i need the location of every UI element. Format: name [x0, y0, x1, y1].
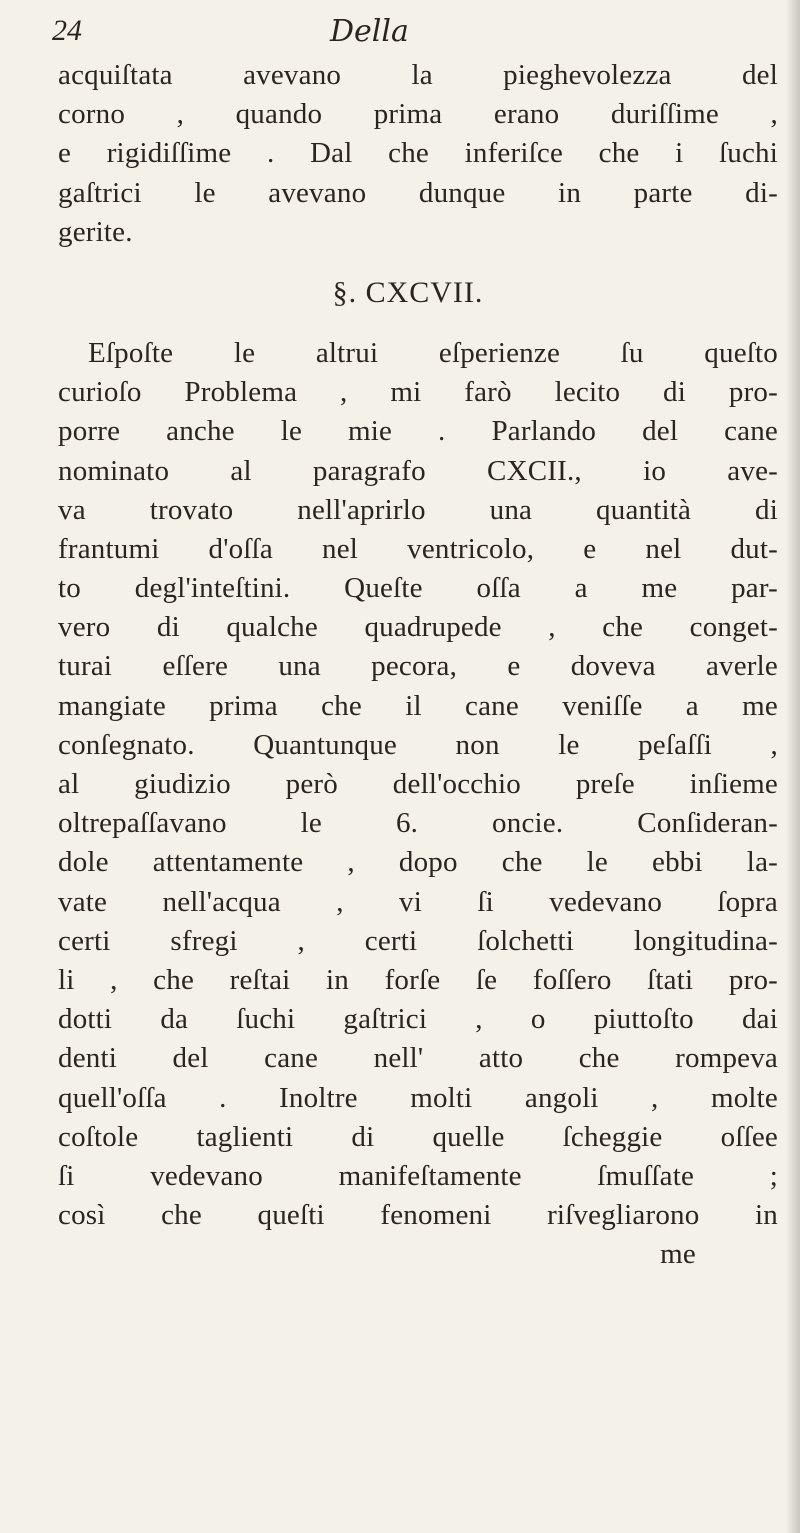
text-line: denti del cane nell' atto che rompeva: [58, 1042, 778, 1075]
running-head: [0, 14, 800, 54]
text-line: nominato al paragrafo CXCII., io ave-: [58, 454, 778, 487]
paragraph-continued: [58, 56, 778, 252]
text-line: va trovato nell'aprirlo una quantità di: [58, 493, 778, 526]
text-line: conſegnato. Quantunque non le peſaſſi ,: [58, 728, 778, 761]
text-line: mangiate prima che il cane veniſſe a me: [58, 689, 778, 722]
text-line: e rigidiſſime . Dal che inferiſce che i ſuchi: [58, 137, 778, 170]
text-line: oltrepaſſavano le 6. oncie. Conſideran-: [58, 807, 778, 840]
running-title: Della: [330, 14, 409, 49]
text-line: gaſtrici le avevano dunque in parte di-: [58, 176, 778, 209]
text-line: coſtole taglienti di quelle ſcheggie oſſee: [58, 1120, 778, 1153]
text-line: acquiſtata avevano la pieghevolezza del: [58, 59, 778, 91]
text-line: to degl'inteſtini. Queſte oſſa a me par-: [58, 572, 778, 605]
text-line: Eſpoſte le altrui eſperienze ſu queſto: [88, 336, 778, 369]
text-line: porre anche le mie . Parlando del cane: [58, 415, 778, 448]
text-line: li , che reſtai in forſe ſe foſſero ſtati pro-: [58, 963, 778, 996]
text-line: corno , quando prima erano duriſſime ,: [58, 98, 778, 131]
text-line: così che queſti fenomeni riſvegliarono in: [58, 1199, 778, 1232]
section-heading: §. CXCVII.: [332, 275, 484, 309]
paragraph-section-body: [58, 334, 778, 1275]
page-number: 24: [52, 14, 82, 47]
text-line: dole attentamente , dopo che le ebbi la-: [58, 846, 778, 879]
catchword: me: [660, 1238, 696, 1271]
text-line: turai eſſere una pecora, e doveva averle: [58, 650, 778, 683]
text-line: vate nell'acqua , vi ſi vedevano ſopra: [58, 885, 778, 918]
text-line: dotti da ſuchi gaſtrici , o piuttoſto dai: [58, 1003, 778, 1036]
text-line: ſi vedevano manifeſtamente ſmuſſate ;: [58, 1159, 778, 1192]
text-line: vero di qualche quadrupede , che conget-: [58, 611, 778, 644]
text-line: quell'oſſa . Inoltre molti angoli , molte: [58, 1081, 778, 1114]
text-line: al giudizio però dell'occhio preſe inſieme: [58, 768, 778, 800]
text-line: certi sfregi , certi ſolchetti longitudina-: [58, 924, 778, 957]
text-line: frantumi d'oſſa nel ventricolo, e nel dut-: [58, 532, 778, 565]
text-line: gerite.: [58, 215, 133, 248]
text-block: [58, 56, 778, 1274]
text-line: curioſo Problema , mi farò lecito di pro-: [58, 376, 778, 409]
